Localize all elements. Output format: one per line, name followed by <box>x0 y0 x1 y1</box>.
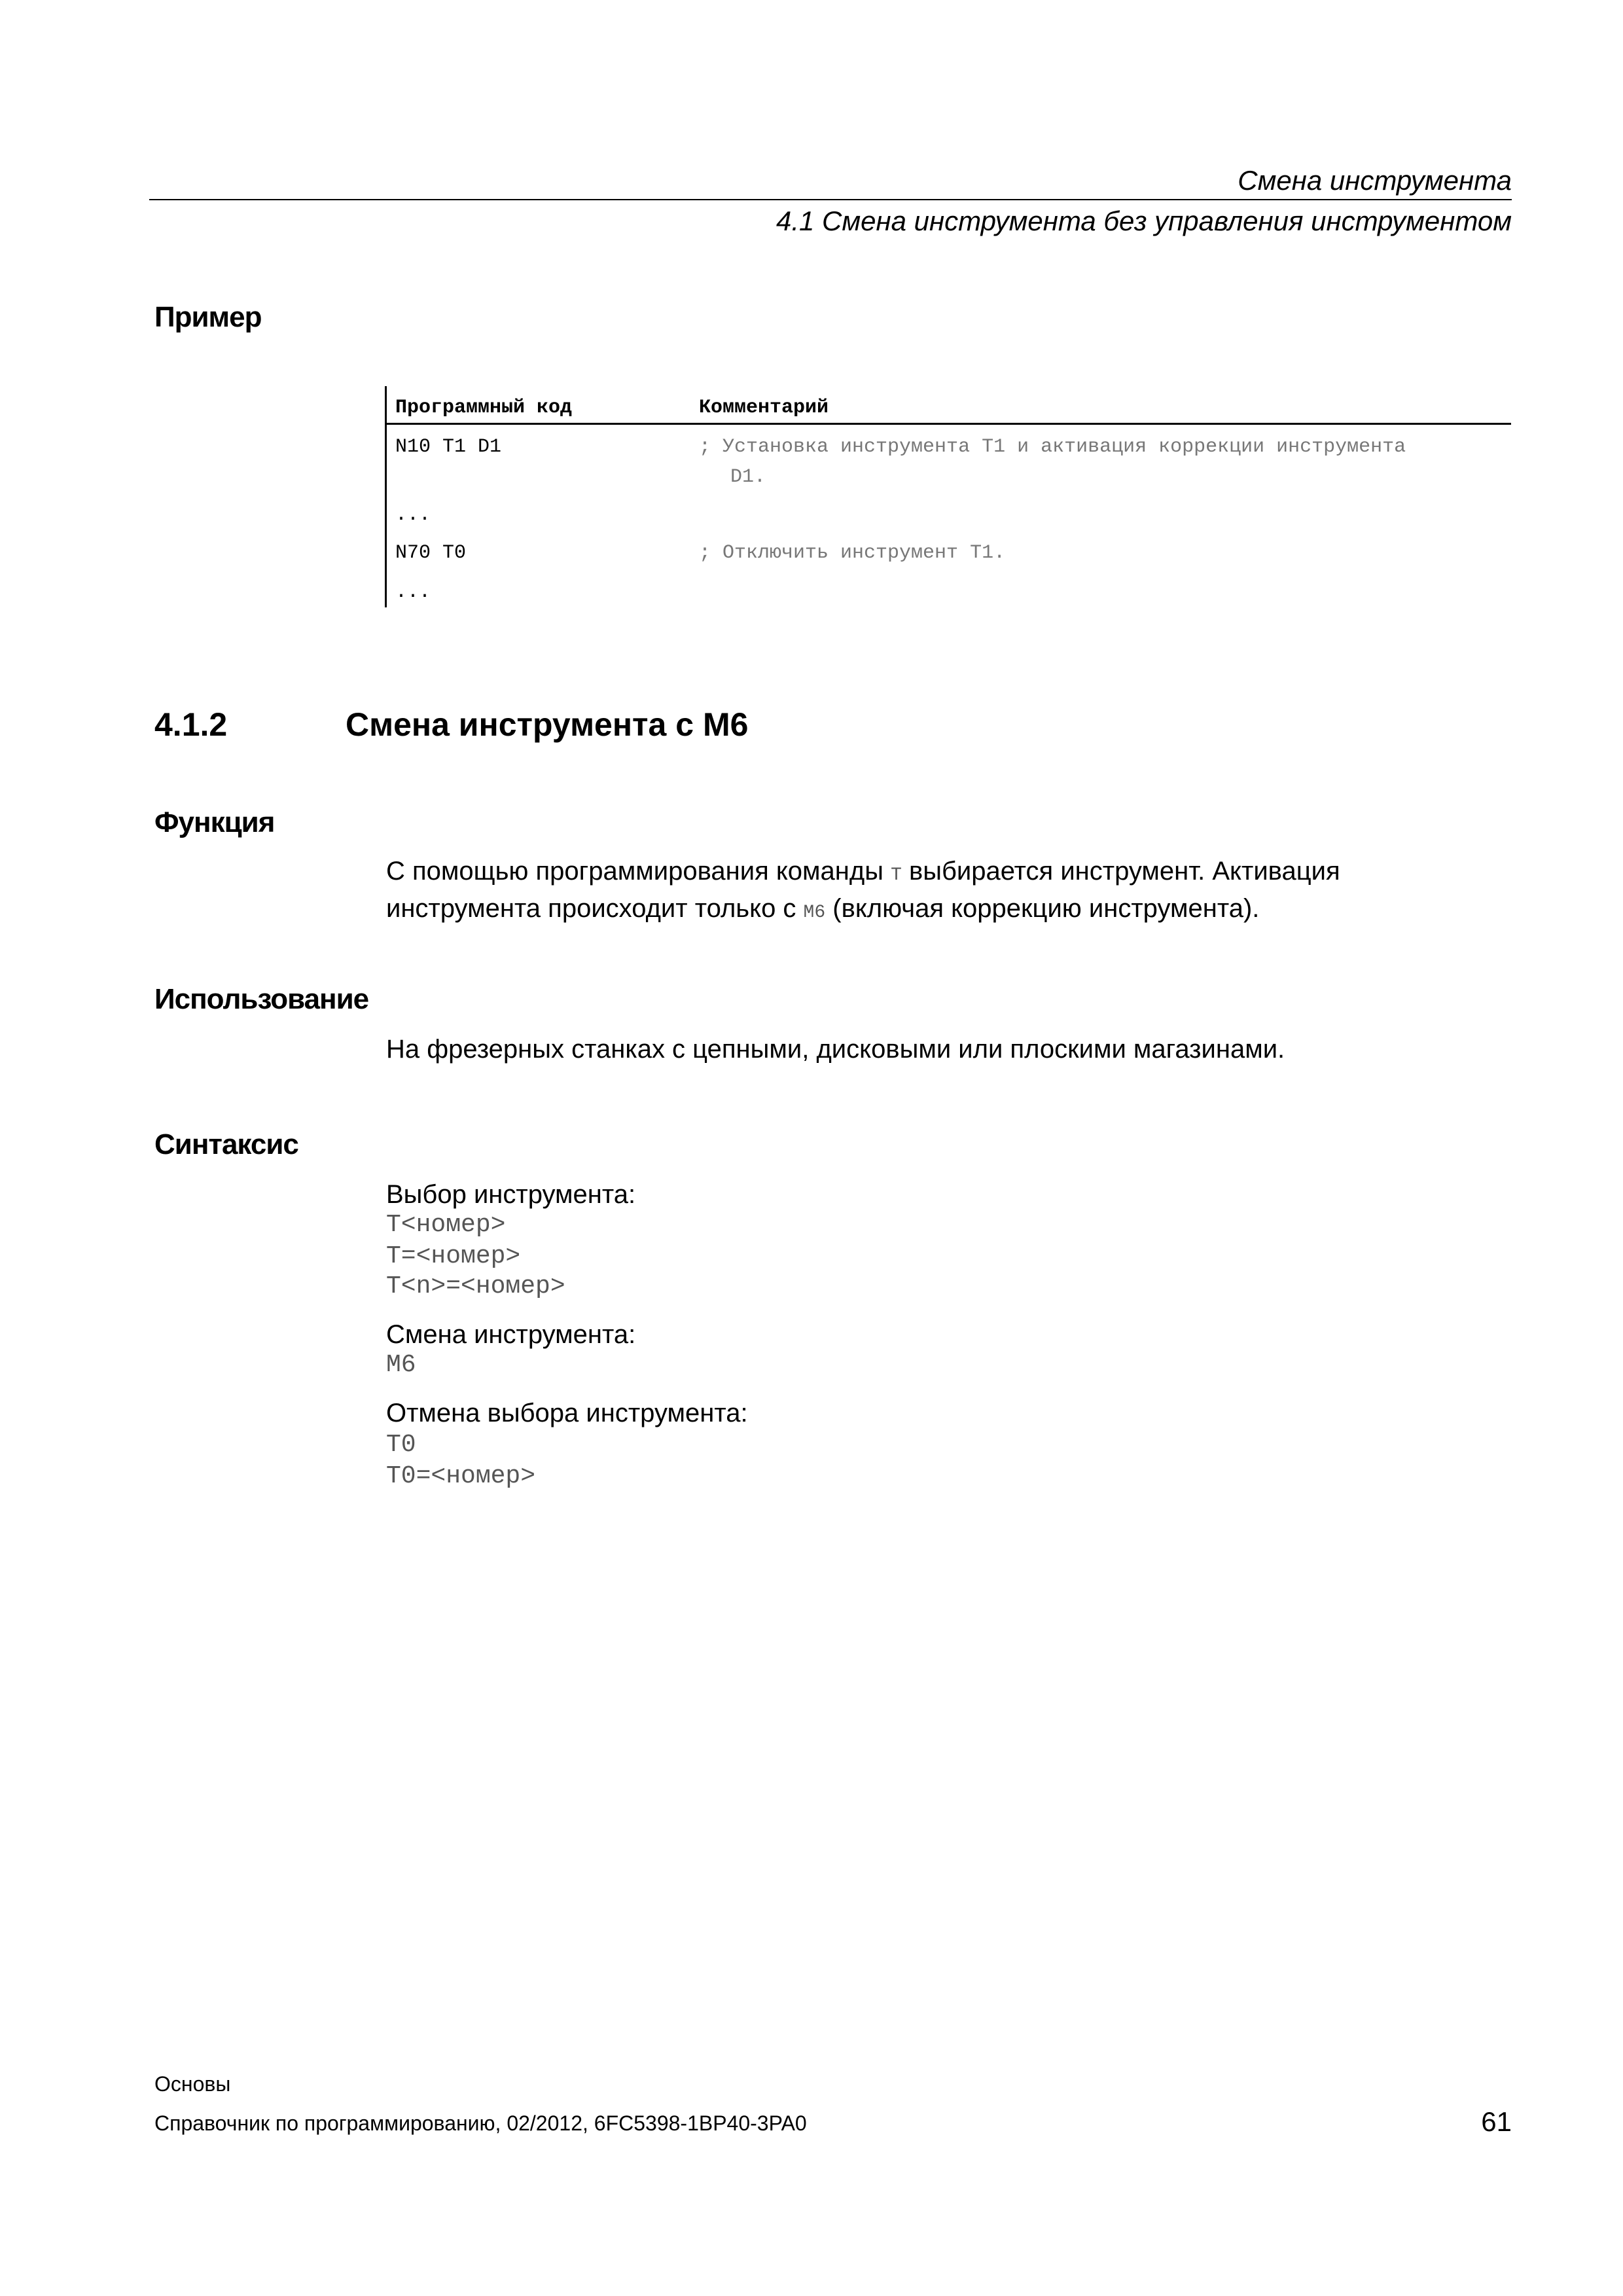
function-line-2 <box>386 892 1340 929</box>
code-row-4-code: ... <box>395 581 431 603</box>
function-text <box>386 855 1340 929</box>
function-code-t: T <box>891 865 902 886</box>
syntax-select-line-2: T=<номер> <box>386 1242 521 1270</box>
section-title: Смена инструмента с M6 <box>346 706 749 743</box>
syntax-heading: Синтаксис <box>154 1128 298 1160</box>
running-header-section: 4.1 Смена инструмента без управления инструментом <box>776 206 1512 236</box>
code-table-header-comment: Комментарий <box>699 397 829 419</box>
code-row-3-comment: ; Отключить инструмент T1. <box>699 542 1006 564</box>
function-line-2-b: (включая коррекцию инструмента). <box>825 894 1260 923</box>
example-heading: Пример <box>154 301 262 333</box>
function-line-1 <box>386 855 1340 892</box>
code-row-2-code: ... <box>395 504 431 526</box>
syntax-deselect-label: Отмена выбора инструмента: <box>386 1399 748 1427</box>
footer-reference: Справочник по программированию, 02/2012, 6FC5398-1BP40-3PA0 <box>154 2111 807 2135</box>
footer-title: Основы <box>154 2072 231 2096</box>
syntax-change-line-1: M6 <box>386 1351 416 1379</box>
page-number: 61 <box>1481 2106 1512 2137</box>
code-table-header-code: Программный код <box>395 397 573 419</box>
section-number: 4.1.2 <box>154 706 228 743</box>
function-heading: Функция <box>154 806 275 838</box>
syntax-deselect-line-2: T0=<номер> <box>386 1462 536 1490</box>
syntax-select-label: Выбор инструмента: <box>386 1180 636 1209</box>
syntax-deselect-line-1: T0 <box>386 1431 416 1459</box>
function-line-1-a: С помощью программирования команды <box>386 857 891 886</box>
function-line-1-b: выбирается инструмент. Активация <box>901 857 1340 886</box>
running-header-chapter: Смена инструмента <box>1238 165 1512 196</box>
code-table-left-border <box>385 386 387 607</box>
code-row-1-comment: ; Установка инструмента T1 и активация коррекции инструмента <box>699 436 1406 458</box>
code-row-1-code: N10 T1 D1 <box>395 436 502 458</box>
usage-heading: Использование <box>154 983 369 1015</box>
syntax-select-line-1: T<номер> <box>386 1211 506 1239</box>
usage-text: На фрезерных станках с цепными, дисковыми или плоскими магазинами. <box>386 1035 1285 1064</box>
syntax-select-line-3: T<n>=<номер> <box>386 1272 565 1300</box>
code-table-header-rule <box>387 423 1511 425</box>
function-code-m6: M6 <box>803 903 826 923</box>
header-rule <box>149 199 1512 200</box>
code-row-1-comment-cont: D1. <box>730 466 766 488</box>
code-row-3-code: N70 T0 <box>395 542 467 564</box>
function-line-2-a: инструмента происходит только с <box>386 894 804 923</box>
syntax-change-label: Смена инструмента: <box>386 1320 636 1349</box>
